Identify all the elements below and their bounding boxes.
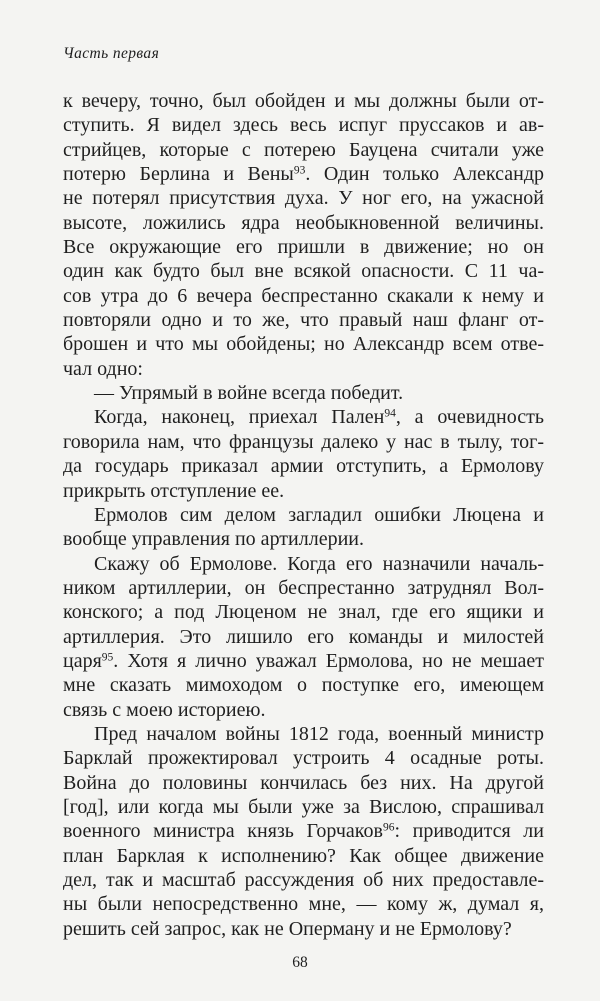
text-line: к вечеру, точно, был обойден и мы должны были от- bbox=[63, 90, 544, 112]
text-line: брошен и что мы обойдены; но Александр всем отве- bbox=[63, 333, 544, 356]
text-line: — Упрямый в войне всегда победит. bbox=[94, 382, 404, 405]
text-line: говорила нам, что французы далеко у нас в тылу, тог- bbox=[63, 430, 544, 453]
running-head: Часть первая bbox=[63, 45, 160, 62]
text-line: Барклай прожектировал устроить 4 осадные роты. bbox=[63, 747, 544, 770]
footnote-ref: 93 bbox=[293, 164, 306, 177]
page-number: 68 bbox=[292, 954, 308, 971]
text-line: повторяли одно и то же, что правый наш фланг от- bbox=[63, 309, 544, 332]
text-line: [год], или когда мы были уже за Вислою, спрашивал bbox=[63, 795, 544, 818]
text-line: ником артиллерии, он беспрестанно затруднял Вол- bbox=[63, 576, 544, 599]
text-line: план Барклая к исполнению? Как общее движение bbox=[63, 844, 544, 867]
text-line: конского; а под Люценом не знал, где его ящики и bbox=[63, 601, 544, 624]
text-line: один как будто был вне всякой опасности. С 11 ча- bbox=[63, 260, 544, 283]
text-line: ступить. Я видел здесь весь испуг пруссаков и ав- bbox=[63, 114, 544, 137]
text-line: не потерял присутствия духа. У ног его, на ужасной bbox=[63, 187, 544, 210]
text-line: дел, так и масштаб рассуждения об них предоставле- bbox=[63, 869, 544, 891]
text-line: чал одно: bbox=[63, 357, 143, 380]
text-line: царя$^{95}$. Хотя я лично уважал Ермолова, но не мешает bbox=[63, 649, 544, 672]
text-line: да государь приказал армии отступить, а Ермолову bbox=[63, 455, 544, 478]
text-line: решить сей запрос, как не Оперману и не Ермолову? bbox=[63, 917, 512, 940]
text-line: артиллерия. Это лишило его команды и милостей bbox=[63, 625, 544, 648]
text-line: потерю Берлина и Вены$^{93}$. Один только Александр bbox=[63, 163, 544, 186]
body-text bbox=[63, 89, 544, 941]
text-line: мне сказать мимоходом о поступке его, имеющем bbox=[63, 674, 544, 697]
text-line: прикрыть отступление ее. bbox=[63, 479, 285, 502]
text-line: связь с моею историею. bbox=[63, 698, 266, 721]
text-line: вообще управления по артиллерии. bbox=[63, 528, 364, 551]
text-line: сов утра до 6 вечера беспрестанно скакали к нему и bbox=[63, 284, 544, 307]
footnote-ref: 94 bbox=[384, 407, 396, 420]
text-line: Пред началом войны 1812 года, военный министр bbox=[94, 722, 544, 745]
text-line: ны были непосредственно мне, — кому ж, думал я, bbox=[63, 893, 544, 916]
text-line: Когда, наконец, приехал Пален$^{94}$, а очевидность bbox=[94, 406, 545, 429]
text-line: Все окружающие его пришли в движение; но он bbox=[63, 236, 544, 259]
text-line: военного министра князь Горчаков$^{96}$: приводится ли bbox=[63, 820, 544, 843]
text-line: Скажу об Ермолове. Когда его назначили началь- bbox=[94, 552, 544, 575]
text-line: стрийцев, которые с потерею Бауцена считали уже bbox=[63, 138, 544, 161]
text-line: высоте, ложились ядра необыкновенной величины. bbox=[63, 211, 544, 234]
text-line: Война до половины кончилась без них. На другой bbox=[63, 771, 544, 794]
text-line: Ермолов сим делом загладил ошибки Люцена и bbox=[94, 503, 544, 526]
footnote-ref: 95 bbox=[101, 651, 114, 664]
footnote-ref: 96 bbox=[382, 821, 395, 834]
